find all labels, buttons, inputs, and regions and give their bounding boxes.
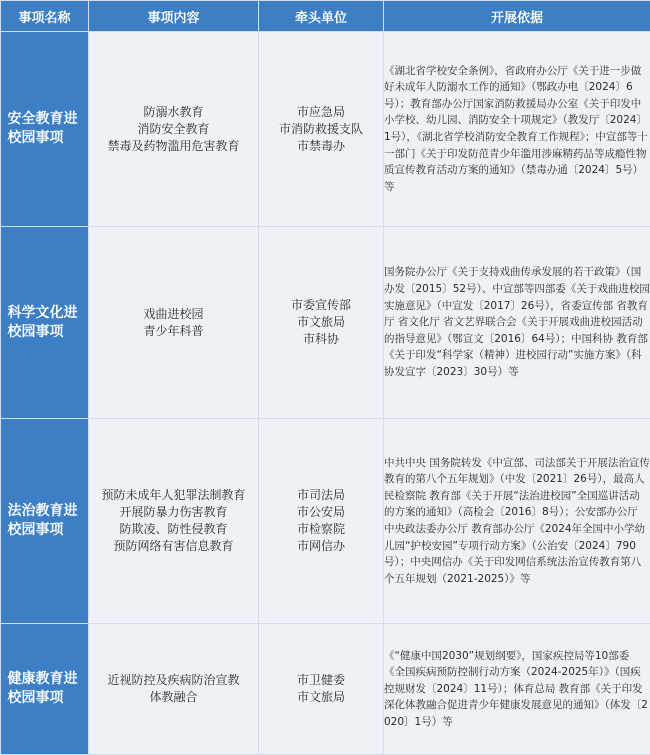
row-basis: 国务院办公厅《关于支持戏曲传承发展的若干政策》（国办发〔2015〕52号）、中宣部等四部委《关于戏曲进校园实施意见》（中宣发〔2017〕26号），省委宣传部 省教育厅 省文化厅 省文艺界联合会《关于开展戏曲进校园活动的指导意见》（鄂宣文〔2016〕64号）；中国科协 教育部《关于印发“科学家（精神）进校园行动”实施方案》（科协发宣字〔2023〕30号）等 — [384, 227, 650, 419]
row-name-cell — [1, 32, 89, 227]
table-row — [1, 624, 650, 755]
row-units-cell — [259, 227, 384, 419]
row-name: 健康教育进校园事项 — [7, 671, 78, 706]
row-units-cell — [259, 419, 384, 624]
content-item: 体教融合 — [149, 690, 198, 704]
table-row — [1, 32, 650, 227]
content-item: 戏曲进校园 — [143, 306, 204, 321]
lead-unit: 市检察院 — [296, 522, 345, 536]
content-item: 禁毒及药物滥用危害教育 — [107, 138, 240, 153]
content-item: 青少年科普 — [143, 323, 204, 338]
row-basis: 中共中央 国务院转发《中宣部、司法部关于开展法治宣传教育的第八个五年规划》（中发〔2021〕26号），最高人民检察院 教育部《关于开展“法治进校园”全国巡讲活动的方案的通知》（高检会〔2016〕8号）；公安部办公厅 中央政法委办公厅 教育部办公厅《2024年全国中小学幼儿园“护校安园”专项行动方案》（公治安〔2024〕790号）；中央网信办《关于印发网信系统法治宣传教育第八个五年规划（2021-2025）》等 — [384, 419, 650, 624]
lead-unit: 市文旅局 — [296, 315, 345, 329]
row-units-cell — [259, 624, 384, 755]
row-content-cell — [89, 624, 259, 755]
content-item: 开展防暴力伤害教育 — [119, 505, 228, 519]
lead-unit: 市禁毒办 — [296, 138, 345, 153]
header-content: 事项内容 — [89, 1, 259, 32]
row-name-cell — [1, 419, 89, 624]
lead-unit: 市文旅局 — [296, 690, 345, 704]
row-units-cell — [259, 32, 384, 227]
header-row — [1, 1, 650, 32]
row-name: 安全教育进校园事项 — [7, 111, 78, 146]
header-basis: 开展依据 — [384, 1, 650, 32]
row-basis: 《“健康中国2030”规划纲要》，国家疾控局等10部委《全国疾病预防控制行动方案（2024-2025年）》（国疾控规财发〔2024〕11号）；体育总局 教育部《关于印发深化体教融合促进青少年健康发展意见的通知》（体发〔2020〕1号）等 — [384, 624, 650, 755]
header-name: 事项名称 — [1, 1, 89, 32]
content-item: 防溺水教育 — [143, 104, 204, 119]
row-name-cell — [1, 227, 89, 419]
row-content-cell — [89, 227, 259, 419]
row-name-cell — [1, 624, 89, 755]
row-content-cell — [89, 419, 259, 624]
lead-unit: 市卫健委 — [296, 673, 345, 687]
lead-unit: 市公安局 — [296, 505, 345, 519]
content-item: 预防网络有害信息教育 — [113, 539, 234, 553]
lead-unit: 市司法局 — [296, 488, 345, 502]
lead-unit: 市消防救援支队 — [278, 121, 363, 136]
content-item: 近视防控及疾病防治宣教 — [107, 673, 240, 687]
lead-unit: 市科协 — [302, 332, 339, 346]
row-content-cell — [89, 32, 259, 227]
table-row — [1, 227, 650, 419]
lead-unit: 市应急局 — [296, 104, 345, 119]
row-name: 科学文化进校园事项 — [7, 304, 78, 340]
content-item: 预防未成年人犯罪法制教育 — [101, 488, 246, 502]
lead-unit: 市委宣传部 — [290, 298, 351, 312]
header-lead-unit: 牵头单位 — [259, 1, 384, 32]
table-row — [1, 419, 650, 624]
row-basis: 《湖北省学校安全条例》，省政府办公厅《关于进一步做好未成年人防溺水工作的通知》（鄂政办电〔2024〕6号）；教育部办公厅国家消防救援局办公室《关于印发中小学校、幼儿园、消防安全十项规定》（教发厅〔2024〕1号），《湖北省学校消防安全教育工作规程》；中宣部等十一部门《关于印发防范青少年滥用涉麻精药品等成瘾性物质宣传教育活动方案的通知》（禁毒办通〔2024〕5号）等 — [384, 32, 650, 227]
content-item: 防欺凌、防性侵教育 — [119, 522, 228, 536]
lead-unit: 市网信办 — [296, 539, 345, 553]
row-name: 法治教育进校园事项 — [7, 503, 78, 538]
content-item: 消防安全教育 — [137, 121, 210, 136]
